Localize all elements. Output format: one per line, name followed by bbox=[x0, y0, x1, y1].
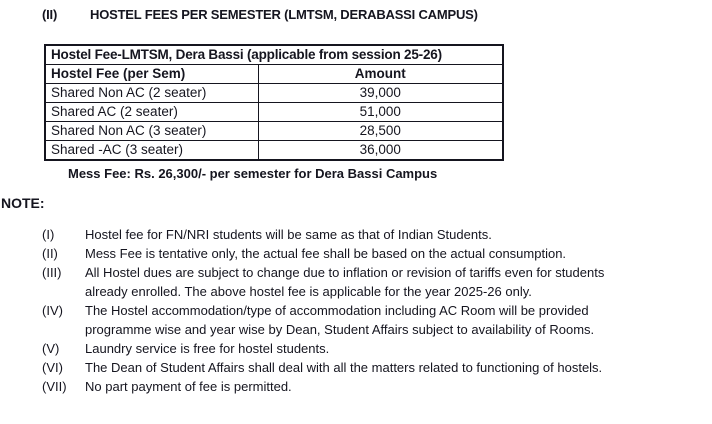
table-row bbox=[45, 84, 503, 103]
fee-type-cell: Shared -AC (3 seater) bbox=[45, 141, 258, 161]
hostel-fee-table bbox=[44, 44, 504, 161]
note-text bbox=[85, 263, 708, 301]
amount-cell: 51,000 bbox=[258, 103, 503, 122]
note-number: (II) bbox=[42, 246, 58, 261]
table-header-row bbox=[45, 65, 503, 84]
note-text bbox=[85, 225, 708, 244]
note-line: Laundry service is free for hostel students. bbox=[85, 341, 330, 356]
table-title: Hostel Fee-LMTSM, Dera Bassi (applicable from session 25-26) bbox=[45, 45, 503, 65]
note-number: (VI) bbox=[42, 360, 63, 375]
section-title: HOSTEL FEES PER SEMESTER (LMTSM, DERABASSI CAMPUS) bbox=[90, 7, 478, 22]
note-number: (IV) bbox=[42, 303, 63, 318]
fee-type-cell: Shared Non AC (2 seater) bbox=[45, 84, 258, 103]
note-line: All Hostel dues are subject to change due to inflation or revision of tariffs even for students bbox=[85, 265, 605, 280]
notes-list bbox=[42, 225, 708, 396]
amount-cell: 28,500 bbox=[258, 122, 503, 141]
mess-fee-line: Mess Fee: Rs. 26,300/- per semester for Dera Bassi Campus bbox=[68, 166, 438, 181]
note-item bbox=[42, 244, 708, 263]
note-number: (I) bbox=[42, 227, 55, 242]
note-item bbox=[42, 339, 708, 358]
note-line: The Dean of Student Affairs shall deal with all the matters related to functioning of hostels. bbox=[85, 360, 603, 375]
note-item bbox=[42, 377, 708, 396]
amount-cell: 39,000 bbox=[258, 84, 503, 103]
note-text bbox=[85, 244, 708, 263]
note-number: (V) bbox=[42, 341, 60, 356]
section-heading bbox=[42, 7, 478, 22]
note-line: No part payment of fee is permitted. bbox=[85, 379, 292, 394]
note-text bbox=[85, 377, 708, 396]
note-item bbox=[42, 358, 708, 377]
fee-type-cell: Shared Non AC (3 seater) bbox=[45, 122, 258, 141]
section-number: (II) bbox=[42, 7, 58, 22]
note-text bbox=[85, 358, 708, 377]
table-row bbox=[45, 103, 503, 122]
column-header-amount: Amount bbox=[258, 65, 503, 84]
note-line: programme wise and year wise by Dean, Student Affairs subject to availability of Rooms. bbox=[85, 322, 595, 337]
note-item bbox=[42, 301, 708, 339]
column-header-fee: Hostel Fee (per Sem) bbox=[45, 65, 258, 84]
table-row bbox=[45, 141, 503, 161]
note-line: already enrolled. The above hostel fee is applicable for the year 2025-26 only. bbox=[85, 284, 532, 299]
note-text bbox=[85, 339, 708, 358]
fee-type-cell: Shared AC (2 seater) bbox=[45, 103, 258, 122]
table-title-row bbox=[45, 45, 503, 65]
note-line: The Hostel accommodation/type of accommodation including AC Room will be provided bbox=[85, 303, 589, 318]
note-line: Hostel fee for FN/NRI students will be same as that of Indian Students. bbox=[85, 227, 492, 242]
note-heading: NOTE: bbox=[1, 195, 45, 211]
note-text bbox=[85, 301, 708, 339]
note-number: (III) bbox=[42, 265, 62, 280]
note-item bbox=[42, 225, 708, 244]
note-line: Mess Fee is tentative only, the actual fee shall be based on the actual consumption. bbox=[85, 246, 567, 261]
note-item bbox=[42, 263, 708, 301]
table-row bbox=[45, 122, 503, 141]
note-number: (VII) bbox=[42, 379, 67, 394]
amount-cell: 36,000 bbox=[258, 141, 503, 161]
